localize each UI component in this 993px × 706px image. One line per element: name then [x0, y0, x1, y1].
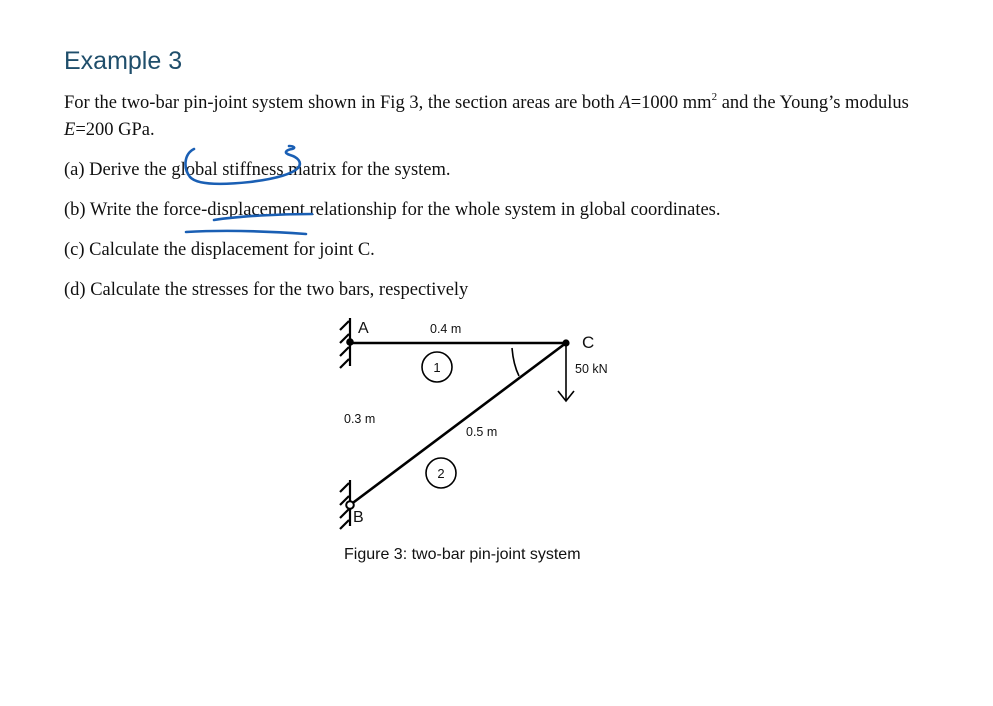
- annotation-underline-displacement: [214, 214, 312, 220]
- node-b-label: B: [353, 509, 364, 526]
- modulus-symbol: E: [64, 120, 76, 140]
- bar-2-label: 2: [437, 466, 445, 481]
- figure-caption: Figure 3: two-bar pin-joint system: [344, 546, 581, 563]
- angle-arc: [512, 348, 519, 376]
- annotation-underline-long: [186, 231, 306, 234]
- handwritten-annotations: [185, 146, 312, 234]
- load-label: 50 kN: [575, 362, 608, 376]
- length-ac-label: 0.4 m: [430, 322, 462, 336]
- load-arrow: [558, 346, 574, 401]
- question-d: (d) Calculate the stresses for the two bars, respectively: [64, 280, 469, 300]
- node-c-label: C: [582, 333, 595, 352]
- question-c: (c) Calculate the displacement for joint C.: [64, 240, 375, 260]
- joint-b: [346, 501, 354, 509]
- length-ab-label: 0.3 m: [344, 412, 376, 426]
- intro-text-1: For the two-bar pin-joint system shown in Fig 3, the section areas are both: [64, 93, 620, 113]
- bar-2: [350, 343, 566, 505]
- annotation-loop-global-stiffness: [185, 146, 299, 184]
- joint-c: [562, 339, 569, 346]
- question-b: (b) Write the force-displacement relationship for the whole system in global coordinates.: [64, 200, 721, 220]
- area-symbol: A: [619, 93, 631, 113]
- bar-1-label: 1: [433, 360, 441, 375]
- length-bc-label: 0.5 m: [466, 425, 498, 439]
- question-a: (a) Derive the global stiffness matrix for the system.: [64, 160, 451, 180]
- example-heading: Example 3: [64, 47, 183, 75]
- joint-a: [346, 338, 354, 346]
- area-exponent: 2: [711, 90, 718, 103]
- area-value: =1000 mm: [630, 93, 712, 113]
- modulus-value: =200 GPa.: [75, 120, 155, 140]
- intro-text-2: and the Young’s modulus: [717, 93, 909, 113]
- node-a-label: A: [358, 320, 369, 337]
